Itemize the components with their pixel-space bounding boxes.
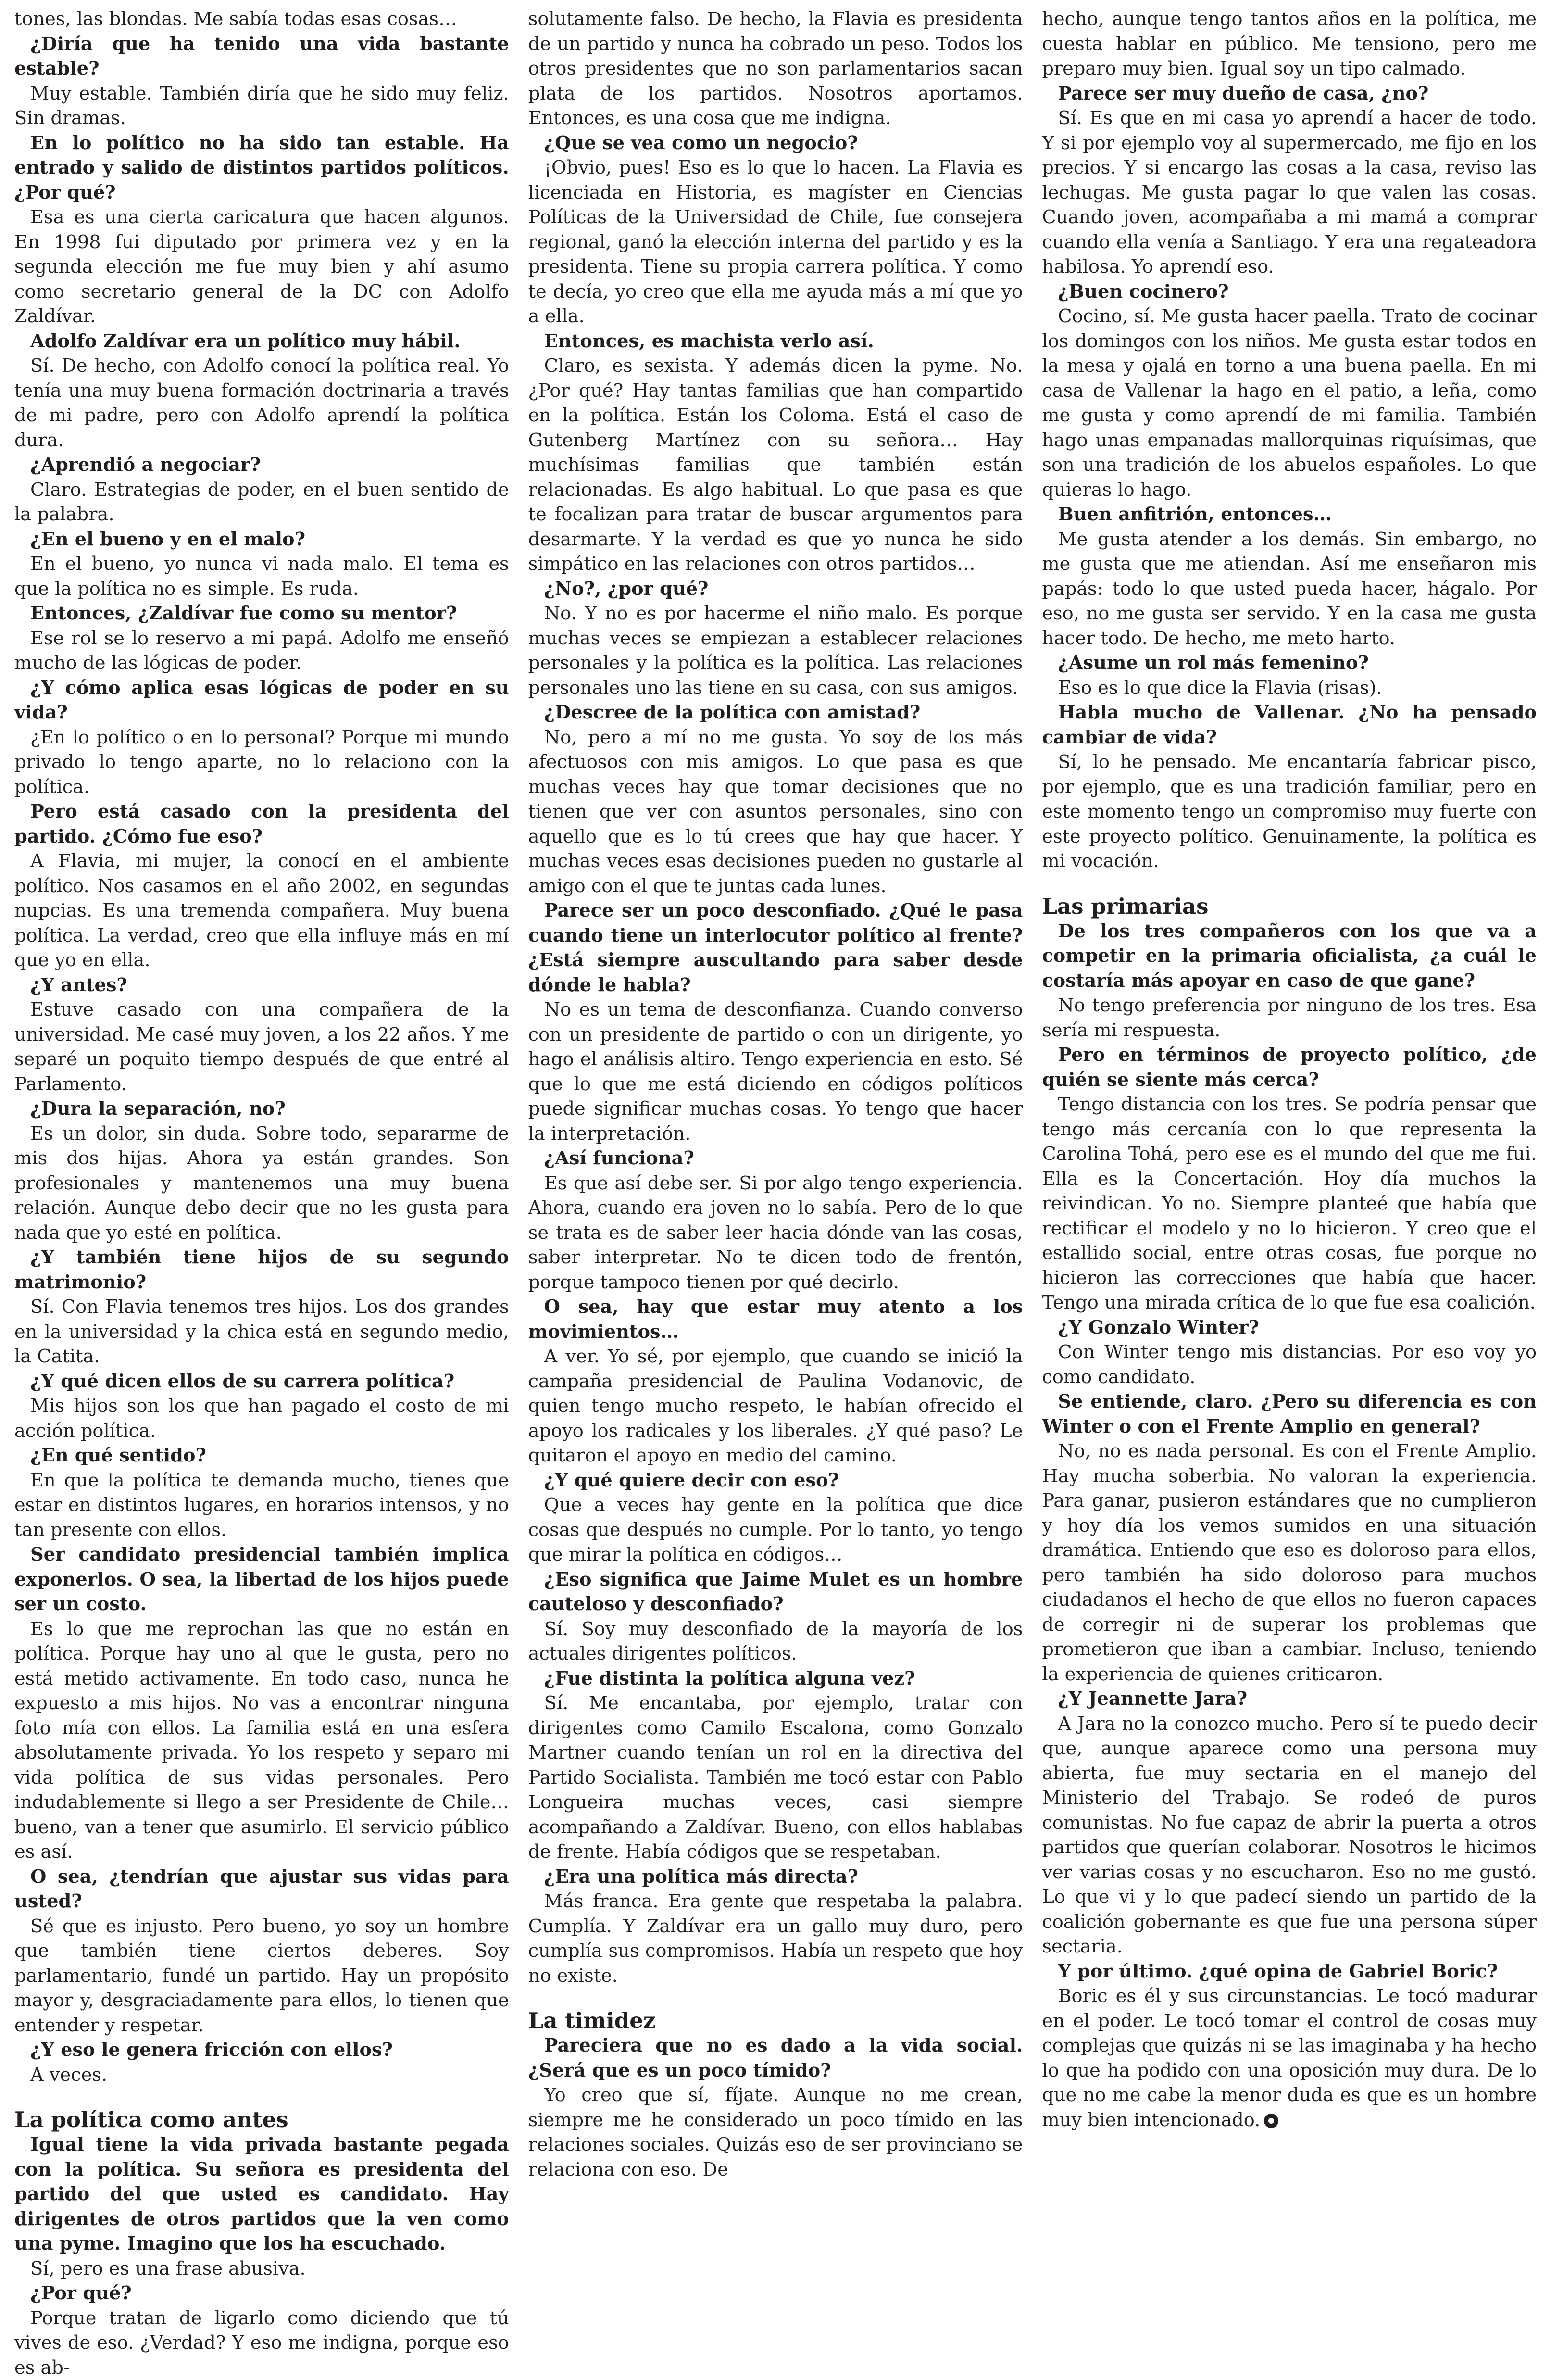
question: ¿Y qué quiere decir con eso? <box>528 1468 1023 1493</box>
answer: A Flavia, mi mujer, la conocí en el ambiente político. Nos casamos en el año 2002, en segundas nupcias. Es una tremenda compañera. Muy buena política. La verdad, creo que ella influye más en mí que yo en ella. <box>14 849 509 973</box>
section-lead-question: Pareciera que no es dado a la vida social. ¿Será que es un poco tímido? <box>528 2033 1023 2083</box>
answer: Sé que es injusto. Pero bueno, yo soy un hombre que también tiene ciertos deberes. Soy parlamentario, fundé un partido. Hay un propósito mayor y, desgraciadamente para ellos, lo tienen que entender y respetar. <box>14 1914 509 2038</box>
question: ¿Diría que ha tenido una vida bastante estable? <box>14 32 509 81</box>
column-1 <box>14 7 509 2027</box>
answer: Es que así debe ser. Si por algo tengo experiencia. Ahora, cuando era joven no lo sabía. Pero de lo que se trata es de saber leer hacia dónde van las cosas, saber interpretar. No te dicen todo de frentón, porque tampoco tienen por qué decirlo. <box>528 1171 1023 1295</box>
question: ¿Así funciona? <box>528 1146 1023 1171</box>
answer: No. Y no es por hacerme el niño malo. Es porque muchas veces se empiezan a establecer relaciones personales y la política es la política. Las relaciones personales uno las tiene en su casa, con sus amigos. <box>528 601 1023 700</box>
section-heading: Las primarias <box>1042 894 1537 919</box>
answer: Es un dolor, sin duda. Sobre todo, separarme de mis dos hijas. Ahora ya están grandes. Son profesionales y mantenemos una muy buena relación. Aunque debo decir que no les gusta para nada que yo esté en política. <box>14 1121 509 1246</box>
answer: Sí. Con Flavia tenemos tres hijos. Los dos grandes en la universidad y la chica está en segundo medio, la Catita. <box>14 1295 509 1369</box>
question: ¿Aprendió a negociar? <box>14 453 509 478</box>
answer: Estuve casado con una compañera de la universidad. Me casé muy joven, a los 22 años. Y me separé un poquito tiempo después de que entré al Parlamento. <box>14 997 509 1096</box>
answer: Me gusta atender a los demás. Sin embargo, no me gusta que me atiendan. Así me enseñaron mis papás: todo lo que usted pueda hacer, hágalo. Por eso, no me gusta ser servido. Y en la casa me gusta hacer todo. De hecho, me meto harto. <box>1042 527 1537 651</box>
answer: No es un tema de desconfianza. Cuando converso con un presidente de partido o con un dirigente, yo hago el análisis altiro. Tengo experiencia en esto. Sé que lo que me está diciendo en códigos políticos puede significar muchas cosas. Yo tengo que hacer la interpretación. <box>528 997 1023 1146</box>
section-lead-question: Igual tiene la vida privada bastante pegada con la política. Su señora es presidenta del partido del que usted es candidato. Hay dirigentes de otros partidos que la ven como una pyme. Imagino que los ha escuchado. <box>14 2132 509 2256</box>
question: ¿Asume un rol más femenino? <box>1042 651 1537 676</box>
question: ¿En qué sentido? <box>14 1443 509 1468</box>
question: ¿Y antes? <box>14 973 509 998</box>
question: Ser candidato presidencial también implica exponerlos. O sea, la libertad de los hijos puede ser un costo. <box>14 1542 509 1617</box>
question: Se entiende, claro. ¿Pero su diferencia es con Winter o con el Frente Amplio en general? <box>1042 1389 1537 1439</box>
column-3 <box>1042 7 1537 2027</box>
answer: Sí. Es que en mi casa yo aprendí a hacer de todo. Y si por ejemplo voy al supermercado, me fijo en los precios. Y si encargo las cosas a la casa, reviso las lechugas. Me gusta pagar lo que valen las cosas. Cuando joven, acompañaba a mi mamá a comprar cuando ella venía a Santiago. Y era una regateadora habilosa. Yo aprendí eso. <box>1042 106 1537 279</box>
question: Parece ser un poco desconfiado. ¿Qué le pasa cuando tiene un interlocutor político al frente? ¿Está siempre auscultando para saber desde dónde le habla? <box>528 898 1023 997</box>
answer: No, no es nada personal. Es con el Frente Amplio. Hay mucha soberbia. No valoran la experiencia. Para ganar, pusieron estándares que no cumplieron y hoy día los vemos sumidos en una situación dramática. Entiendo que eso es doloroso para ellos, pero también ha sido doloroso para muchos ciudadanos el hecho de que ellos no fueron capaces de corregir ni de superar los problemas que prometieron que iban a cambiar. Incluso, teniendo la experiencia de quienes criticaron. <box>1042 1439 1537 1687</box>
section-heading: La política como antes <box>14 2107 509 2132</box>
answer: A Jara no la conozco mucho. Pero sí te puedo decir que, aunque aparece como una persona muy abierta, fue muy sectaria en el manejo del Ministerio del Trabajo. Se rodeó de puros comunistas. No fue capaz de abrir la puerta a otros partidos que querían colaborar. Nosotros le hicimos ver varias cosas y no escucharon. Eso no me gustó. Lo que vi y lo que padecí siendo un partido de la coalición gobernante es que fue una persona súper sectaria. <box>1042 1712 1537 1959</box>
question: ¿Y también tiene hijos de su segundo matrimonio? <box>14 1245 509 1295</box>
answer: Con Winter tengo mis distancias. Por eso voy yo como candidato. <box>1042 1340 1537 1389</box>
answer: Esa es una cierta caricatura que hacen algunos. En 1998 fui diputado por primera vez y en la segunda elección me fue muy bien y ahí asumo como secretario general de la DC con Adolfo Zaldívar. <box>14 205 509 329</box>
question: Y por último. ¿qué opina de Gabriel Boric? <box>1042 1959 1537 1984</box>
answer: Claro, es sexista. Y además dicen la pyme. No. ¿Por qué? Hay tantas familias que han compartido en la política. Están los Coloma. Está el caso de Gutenberg Martínez con su señora… Hay muchísimas familias que también están relacionadas. Es algo habitual. Lo que pasa es que te focalizan para tratar de buscar argumentos para desarmarte. Y la verdad es que yo nunca he sido simpático en las relaciones con otros partidos… <box>528 353 1023 577</box>
answer: ¡Obvio, pues! Eso es lo que lo hacen. La Flavia es licenciada en Historia, es magíster en Ciencias Políticas de la Universidad de Chile, fue consejera regional, ganó la elección interna del partido y es la presidenta. Tiene su propia carrera política. Y como te decía, yo creo que ella me ayuda más a mí que yo a ella. <box>528 155 1023 329</box>
question: ¿Buen cocinero? <box>1042 279 1537 304</box>
question: ¿No?, ¿por qué? <box>528 577 1023 602</box>
question: ¿Dura la separación, no? <box>14 1096 509 1121</box>
answer: Sí. Soy muy desconfiado de la mayoría de los actuales dirigentes políticos. <box>528 1617 1023 1666</box>
answer: No, pero a mí no me gusta. Yo soy de los más afectuosos con mis amigos. Lo que pasa es que muchas veces hay que tomar decisiones que no tienen que ver con asuntos personales, sino con aquello que es lo tú crees que hay que hacer. Y muchas veces esas decisiones pueden no gustarle al amigo con el que te juntas cada lunes. <box>528 725 1023 899</box>
answer: Que a veces hay gente en la política que dice cosas que después no cumple. Por lo tanto, yo tengo que mirar la política en códigos… <box>528 1493 1023 1567</box>
question: Habla mucho de Vallenar. ¿No ha pensado cambiar de vida? <box>1042 700 1537 750</box>
section-lead-question: De los tres compañeros con los que va a competir en la primaria oficialista, ¿a cuál le costaría más apoyar en caso de que gane? <box>1042 919 1537 994</box>
question: ¿Eso significa que Jaime Mulet es un hombre cauteloso y desconfiado? <box>528 1567 1023 1617</box>
answer-continuation: solutamente falso. De hecho, la Flavia es presidenta de un partido y nunca ha cobrado un peso. Todos los otros presidentes que no son parlamentarios sacan plata de los partidos. Nosotros aportamos. Entonces, es una cosa que me indigna. <box>528 7 1023 131</box>
final-answer <box>1042 1984 1537 2132</box>
question: Pero en términos de proyecto político, ¿de quién se siente más cerca? <box>1042 1043 1537 1092</box>
question: ¿Fue distinta la política alguna vez? <box>528 1666 1023 1691</box>
question: Pero está casado con la presidenta del partido. ¿Cómo fue eso? <box>14 799 509 849</box>
answer: No tengo preferencia por ninguno de los tres. Esa sería mi respuesta. <box>1042 993 1537 1043</box>
question: ¿Y cómo aplica esas lógicas de poder en su vida? <box>14 676 509 725</box>
answer: En que la política te demanda mucho, tienes que estar en distintos lugares, en horarios intensos, y no tan presente con ellos. <box>14 1468 509 1543</box>
answer: Cocino, sí. Me gusta hacer paella. Trato de cocinar los domingos con los niños. Me gusta estar todos en la mesa y ojalá en torno a una buena paella. En mi casa de Vallenar la hago en el patio, a leña, como me gusta y como aprendí de mi familia. También hago unas empanadas mallorquinas riquísimas, que son una tradición de los abuelos españoles. Lo que quieras lo hago. <box>1042 304 1537 502</box>
answer: Ese rol se lo reservo a mi papá. Adolfo me enseñó mucho de las lógicas de poder. <box>14 626 509 676</box>
answer: Sí. De hecho, con Adolfo conocí la política real. Yo tenía una muy buena formación doctrinaria a través de mi padre, pero con Adolfo aprendí la política dura. <box>14 353 509 453</box>
answer: Mis hijos son los que han pagado el costo de mi acción política. <box>14 1394 509 1443</box>
answer: Sí. Me encantaba, por ejemplo, tratar con dirigentes como Camilo Escalona, como Gonzalo Martner cuando tenían un rol en la directiva del Partido Socialista. También me tocó estar con Pablo Longueira muchas veces, casi siempre acompañando a Zaldívar. Bueno, con ellos hablabas de frente. Había códigos que se respetaban. <box>528 1691 1023 1864</box>
answer: Tengo distancia con los tres. Se podría pensar que tengo más cercanía con lo que representa la Carolina Tohá, pero ese es el mundo del que me fui. Ella es la Concertación. Hoy día muchos la reivindican. Yo no. Siempre planteé que había que rectificar el modelo y no lo hicieron. Y creo que el estallido social, entre otras cosas, fue porque no hicieron las correcciones que había que hacer. Tengo una mirada crítica de lo que fue esa coalición. <box>1042 1092 1537 1315</box>
answer: En el bueno, yo nunca vi nada malo. El tema es que la política no es simple. Es ruda. <box>14 552 509 601</box>
answer: Es lo que me reprochan las que no están en política. Porque hay uno al que le gusta, pero no está metido activamente. En todo caso, nunca he expuesto a mis hijos. No vas a encontrar ninguna foto mía con ellos. La familia está en una esfera absolutamente privada. Yo los respeto y separo mi vida política de sus vidas personales. Pero indudablemente si llego a ser Presidente de Chile… bueno, van a tener que asumirlo. El servicio público es así. <box>14 1617 509 1864</box>
question: Entonces, ¿Zaldívar fue como su mentor? <box>14 601 509 626</box>
answer: Eso es lo que dice la Flavia (risas). <box>1042 676 1537 701</box>
end-of-article-mark-icon <box>1264 2114 1278 2128</box>
answer: Sí, lo he pensado. Me encantaría fabricar pisco, por ejemplo, que es una tradición familiar, pero en este momento tengo un compromiso muy fuerte con este proyecto político. Genuinamente, la política es mi vocación. <box>1042 750 1537 874</box>
question: ¿Y Jeannette Jara? <box>1042 1687 1537 1712</box>
answer: Claro. Estrategias de poder, en el buen sentido de la palabra. <box>14 478 509 527</box>
question: ¿Era una política más directa? <box>528 1864 1023 1889</box>
question: ¿Que se vea como un negocio? <box>528 131 1023 156</box>
question: Adolfo Zaldívar era un político muy hábil. <box>14 329 509 354</box>
question: O sea, ¿tendrían que ajustar sus vidas para usted? <box>14 1864 509 1914</box>
answer: Sí, pero es una frase abusiva. <box>14 2256 509 2281</box>
question: O sea, hay que estar muy atento a los movimientos… <box>528 1295 1023 1344</box>
question: ¿Y qué dicen ellos de su carrera política? <box>14 1369 509 1394</box>
answer: A veces. <box>14 2063 509 2088</box>
answer: Yo creo que sí, fíjate. Aunque no me crean, siempre me he considerado un poco tímido en las relaciones sociales. Quizás eso de ser provinciano se relaciona con eso. De <box>528 2083 1023 2182</box>
question: ¿Y Gonzalo Winter? <box>1042 1315 1537 1340</box>
answer: ¿En lo político o en lo personal? Porque mi mundo privado lo tengo aparte, no lo relaciono con la política. <box>14 725 509 800</box>
final-answer-text: Boric es él y sus circunstancias. Le tocó madurar en el poder. Le tocó tomar el control de cosas muy complejas que quizás ni se las imaginaba y ha hecho lo que ha podido con una oposición muy dura. De lo que no me cabe la menor duda es que es un hombre muy bien intencionado. <box>1042 1985 1537 2131</box>
question: En lo político no ha sido tan estable. Ha entrado y salido de distintos partidos políticos. ¿Por qué? <box>14 131 509 205</box>
answer-continuation: hecho, aunque tengo tantos años en la política, me cuesta hablar en público. Me tensiono, pero me preparo muy bien. Igual soy un tipo calmado. <box>1042 7 1537 81</box>
answer: Muy estable. También diría que he sido muy feliz. Sin dramas. <box>14 81 509 131</box>
question: ¿Descree de la política con amistad? <box>528 700 1023 725</box>
question: ¿Por qué? <box>14 2281 509 2306</box>
question: Entonces, es machista verlo así. <box>528 329 1023 354</box>
column-2 <box>528 7 1023 2027</box>
answer-continuation: tones, las blondas. Me sabía todas esas cosas… <box>14 7 509 32</box>
section-heading: La timidez <box>528 2008 1023 2033</box>
question: Parece ser muy dueño de casa, ¿no? <box>1042 81 1537 106</box>
question: ¿En el bueno y en el malo? <box>14 527 509 552</box>
answer: Porque tratan de ligarlo como diciendo que tú vives de eso. ¿Verdad? Y eso me indigna, porque eso es ab- <box>14 2306 509 2380</box>
answer: A ver. Yo sé, por ejemplo, que cuando se inició la campaña presidencial de Paulina Vodanovic, de quien tengo mucho respeto, le habían ofrecido el apoyo los radicales y los liberales. ¿Y qué paso? Le quitaron el apoyo en medio del camino. <box>528 1344 1023 1468</box>
answer: Más franca. Era gente que respetaba la palabra. Cumplía. Y Zaldívar era un gallo muy duro, pero cumplía sus compromisos. Había un respeto que hoy no existe. <box>528 1889 1023 1988</box>
question: ¿Y eso le genera fricción con ellos? <box>14 2038 509 2063</box>
question: Buen anfitrión, entonces… <box>1042 502 1537 527</box>
